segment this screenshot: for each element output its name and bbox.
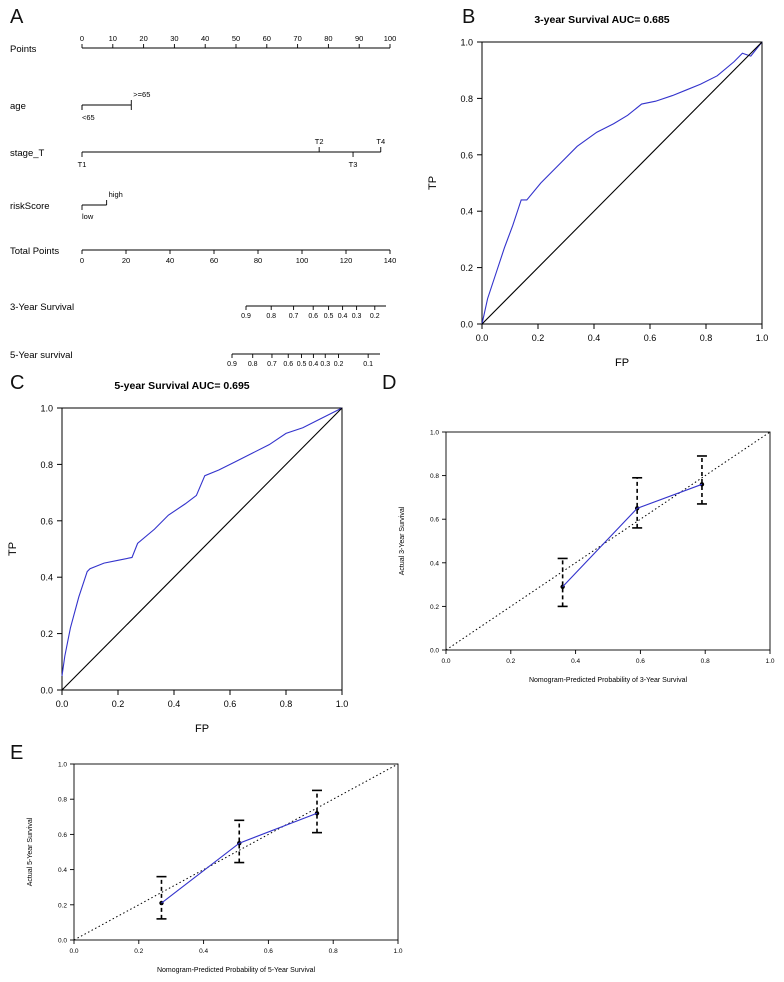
y-tick-label: 0.4 xyxy=(57,867,67,875)
y-tick-label: 0.4 xyxy=(40,572,53,583)
total-points-tick-label: 0 xyxy=(79,256,85,265)
survival3-tick-label: 0.9 xyxy=(241,313,251,320)
x-tick-label: 0.0 xyxy=(55,699,69,709)
survival3-tick-label: 0.6 xyxy=(308,313,319,320)
x-tick-label: 0.2 xyxy=(506,658,516,665)
y-tick-label: 0.8 xyxy=(57,796,67,804)
x-tick-label: 0.6 xyxy=(223,699,237,709)
roc-3year-svg xyxy=(420,28,784,376)
survival3-tick-label: 0.5 xyxy=(323,313,334,320)
points-tick-label: 90 xyxy=(355,34,364,43)
risk-level-label: low xyxy=(82,212,94,221)
x-tick-label: 0.4 xyxy=(167,699,181,709)
panel-a-nomogram xyxy=(0,10,410,370)
nomogram-row-label: Total Points xyxy=(10,246,60,257)
x-tick-label: 0.8 xyxy=(279,699,293,709)
y-tick-label: 0.6 xyxy=(460,150,473,161)
roc5-ylabel: TP xyxy=(7,541,19,557)
y-tick-label: 0.2 xyxy=(460,263,473,274)
total-points-tick-label: 40 xyxy=(165,256,175,265)
y-tick-label: 0.6 xyxy=(429,516,439,524)
x-tick-label: 0.4 xyxy=(199,948,209,955)
roc-5year-svg xyxy=(0,394,364,742)
stage-level-label: T1 xyxy=(77,160,87,169)
total-points-tick-label: 100 xyxy=(295,256,309,265)
x-tick-label: 0.2 xyxy=(531,333,545,343)
survival3-tick-label: 0.2 xyxy=(369,313,380,320)
survival5-tick-label: 0.4 xyxy=(308,361,319,368)
total-points-tick-label: 120 xyxy=(339,256,353,265)
calib3-ylabel: Actual 3-Year Survival xyxy=(399,506,406,576)
calib5-xlabel: Nomogram-Predicted Probability of 5-Year Survival xyxy=(156,967,316,974)
points-tick-label: 60 xyxy=(262,34,271,43)
roc5-series xyxy=(62,408,342,676)
survival5-tick-label: 0.7 xyxy=(267,361,277,368)
points-tick-label: 100 xyxy=(383,34,397,43)
calib5-ylabel: Actual 5-Year Survival xyxy=(27,817,34,887)
x-tick-label: 0.8 xyxy=(700,658,710,665)
y-tick-label: 0.2 xyxy=(429,603,439,611)
survival3-tick-label: 0.8 xyxy=(266,313,277,320)
x-tick-label: 0.4 xyxy=(587,333,601,343)
x-tick-label: 0.0 xyxy=(69,948,79,955)
survival5-tick-label: 0.6 xyxy=(283,361,294,368)
nomogram-svg xyxy=(0,10,410,370)
x-tick-label: 1.0 xyxy=(393,948,403,955)
y-tick-label: 0.6 xyxy=(57,831,67,839)
x-tick-label: 1.0 xyxy=(765,658,775,665)
y-tick-label: 0.0 xyxy=(40,685,53,696)
x-tick-label: 0.0 xyxy=(441,658,451,665)
age-level-label: <65 xyxy=(82,113,95,122)
roc5-series xyxy=(62,408,342,690)
calib3-series xyxy=(563,484,702,586)
panel-b-roc3 xyxy=(420,14,784,374)
survival5-tick-label: 0.9 xyxy=(227,361,237,368)
y-tick-label: 0.2 xyxy=(57,902,67,910)
y-tick-label: 0.6 xyxy=(40,516,53,527)
points-tick-label: 70 xyxy=(293,34,302,43)
panel-b-title: 3-year Survival AUC= 0.685 xyxy=(534,14,670,26)
panel-d-calibration3 xyxy=(390,420,784,710)
x-tick-label: 0.6 xyxy=(643,333,657,343)
survival5-tick-label: 0.2 xyxy=(333,361,344,368)
points-tick-label: 80 xyxy=(324,34,333,43)
points-tick-label: 20 xyxy=(139,34,148,43)
y-tick-label: 0.0 xyxy=(429,647,439,655)
y-tick-label: 0.8 xyxy=(460,93,473,104)
panel-letter-e: E xyxy=(10,742,24,764)
survival5-tick-label: 0.8 xyxy=(247,361,258,368)
total-points-tick-label: 20 xyxy=(121,256,131,265)
survival5-tick-label: 0.5 xyxy=(296,361,307,368)
x-tick-label: 0.0 xyxy=(475,333,489,343)
stage-level-label: T4 xyxy=(376,137,386,146)
points-tick-label: 50 xyxy=(231,34,241,43)
y-tick-label: 0.0 xyxy=(57,937,67,945)
total-points-tick-label: 80 xyxy=(253,256,263,265)
x-tick-label: 0.6 xyxy=(263,948,273,955)
risk-level-label: high xyxy=(108,190,123,199)
x-tick-label: 0.6 xyxy=(635,658,645,665)
total-points-tick-label: 60 xyxy=(209,256,219,265)
age-level-label: >=65 xyxy=(133,90,151,99)
nomogram-row-label: stage_T xyxy=(10,148,45,159)
calib3-ideal-line xyxy=(446,432,770,650)
nomogram-row-label: Points xyxy=(10,44,37,55)
survival3-tick-label: 0.7 xyxy=(288,313,299,320)
panel-letter-a: A xyxy=(10,6,24,28)
survival3-tick-label: 0.4 xyxy=(337,313,348,320)
y-tick-label: 1.0 xyxy=(57,761,67,769)
x-tick-label: 0.8 xyxy=(328,948,338,955)
y-tick-label: 1.0 xyxy=(40,403,53,414)
points-tick-label: 0 xyxy=(79,34,85,43)
roc3-xlabel: FP xyxy=(614,357,630,369)
x-tick-label: 0.4 xyxy=(571,658,581,665)
survival5-tick-label: 0.1 xyxy=(363,361,374,368)
calib3-xlabel: Nomogram-Predicted Probability of 3-Year Survival xyxy=(528,677,688,684)
panel-c-title: 5-year Survival AUC= 0.695 xyxy=(114,380,250,392)
calib3-plot-frame xyxy=(446,432,770,650)
y-tick-label: 0.8 xyxy=(429,473,439,481)
x-tick-label: 1.0 xyxy=(335,699,349,709)
panel-letter-b: B xyxy=(462,6,476,28)
x-tick-label: 1.0 xyxy=(755,333,769,343)
roc5-xlabel: FP xyxy=(194,723,210,735)
roc3-ylabel: TP xyxy=(427,175,439,191)
x-tick-label: 0.8 xyxy=(699,333,713,343)
panel-e-calibration5 xyxy=(18,752,412,982)
nomogram-row-label: riskScore xyxy=(10,201,50,212)
roc3-series xyxy=(482,42,762,324)
nomogram-row-label: 5-Year survival xyxy=(10,350,73,361)
panel-letter-c: C xyxy=(10,372,25,394)
y-tick-label: 0.4 xyxy=(460,206,473,217)
panel-letter-d: D xyxy=(382,372,397,394)
calib5-ideal-line xyxy=(74,764,398,940)
total-points-tick-label: 140 xyxy=(383,256,397,265)
y-tick-label: 0.4 xyxy=(429,560,439,568)
survival3-tick-label: 0.3 xyxy=(351,313,362,320)
calibration-5year-svg xyxy=(18,752,412,980)
nomogram-row-label: age xyxy=(10,101,26,112)
y-tick-label: 1.0 xyxy=(460,37,473,48)
survival5-tick-label: 0.3 xyxy=(320,361,331,368)
y-tick-label: 1.0 xyxy=(429,429,439,437)
points-tick-label: 40 xyxy=(201,34,210,43)
nomogram-row-label: 3-Year Survival xyxy=(10,302,75,313)
x-tick-label: 0.2 xyxy=(134,948,144,955)
calibration-3year-svg xyxy=(390,420,784,690)
y-tick-label: 0.2 xyxy=(40,629,53,640)
stage-level-label: T3 xyxy=(348,160,358,169)
points-tick-label: 30 xyxy=(170,34,179,43)
y-tick-label: 0.8 xyxy=(40,459,53,470)
panel-c-roc5 xyxy=(0,380,364,740)
points-tick-label: 10 xyxy=(108,34,117,43)
x-tick-label: 0.2 xyxy=(111,699,125,709)
y-tick-label: 0.0 xyxy=(460,319,473,330)
stage-level-label: T2 xyxy=(314,137,324,146)
